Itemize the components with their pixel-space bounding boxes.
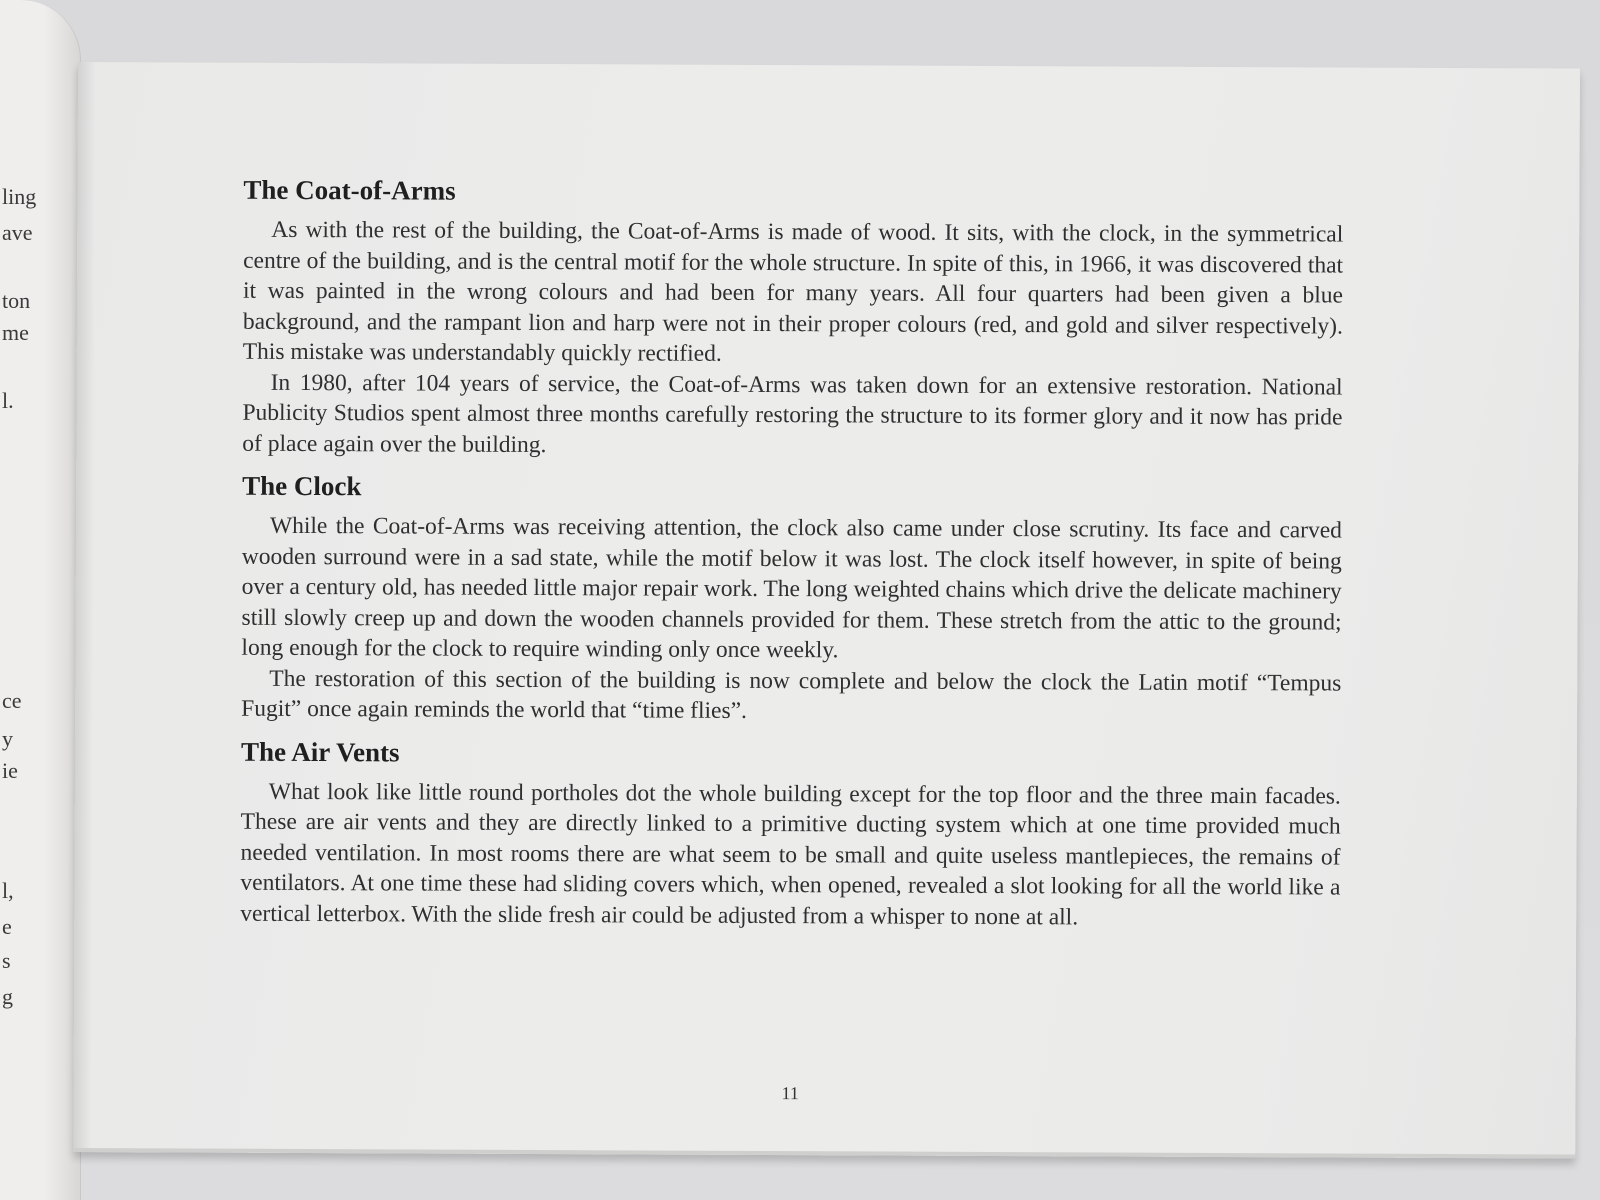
left-page-fragment: ton	[2, 288, 31, 313]
page-bottom-edge	[73, 1148, 1575, 1159]
paragraph: What look like little round portholes dot the whole building except for the top floor and the three main facades. These are air vents and they are directly linked to a primitive ducting system which at one time provided much needed ventilation. In most rooms there are what seem to be small and quite useless mantlepieces, the remains of ventilators. At one time these had sliding covers which, when opened, revealed a slot looking for all the world like a vertical letterbox. With the slide fresh air could be adjusted from a whisper to none at all.	[240, 778, 1341, 930]
section-clock	[241, 469, 1342, 729]
paragraph: In 1980, after 104 years of service, the Coat-of-Arms was taken down for an extensive restoration. National Publicity Studios spent almost three months carefully restoring the structure to its former glory and it now has pride of place again over the building.	[242, 369, 1343, 458]
left-page-fragment: s	[2, 948, 11, 973]
page-content	[240, 173, 1343, 944]
left-page-fragment: y	[2, 726, 13, 751]
left-page-edge	[0, 0, 81, 1200]
gutter-shadow	[73, 62, 96, 1152]
left-page-fragment: ie	[2, 758, 18, 783]
left-page-fragment: me	[2, 320, 29, 345]
left-page-fragment: ce	[2, 688, 22, 713]
book-page	[73, 62, 1580, 1159]
paragraph: While the Coat-of-Arms was receiving attention, the clock also came under close scrutiny. Its face and carved wooden surround were in a sad state, while the motif below it was lost. The clock itself however, in spite of being over a century old, has needed little major repair work. The long weighted chains which drive the delicate machinery still slowly creep up and down the wooden channels provided for them. These stretch from the attic to the ground; long enough for the clock to require winding only once weekly.	[241, 512, 1343, 664]
left-page-fragment: e	[2, 914, 12, 939]
section-air-vents	[240, 734, 1341, 933]
left-page-fragment: l,	[2, 878, 14, 903]
section-heading: The Air Vents	[240, 736, 400, 767]
left-page-fragment: l.	[2, 388, 14, 413]
section-heading: The Coat-of-Arms	[243, 174, 456, 206]
paragraph: The restoration of this section of the building is now complete and below the clock the Latin motif “Tempus Fugit” once again reminds the world that “time flies”.	[241, 665, 1342, 724]
page-number: 11	[781, 1083, 799, 1104]
section-heading: The Clock	[242, 470, 362, 502]
left-page-fragment: ling	[2, 184, 37, 209]
section-coat-of-arms	[242, 173, 1343, 464]
left-page-fragment: g	[2, 984, 13, 1009]
paragraph: As with the rest of the building, the Coat-of-Arms is made of wood. It sits, with the clock, in the symmetrical centre of the building, and is the central motif for the whole structure. In spite of this, in 1966, it was discovered that it was painted in the wrong colours and had been for many years. All four quarters had been given a blue background, and the rampant lion and harp were not in their proper colours (red, and gold and silver respectively). This mistake was understandably quickly rectified.	[242, 216, 1344, 367]
left-page-fragment: ave	[2, 220, 33, 245]
